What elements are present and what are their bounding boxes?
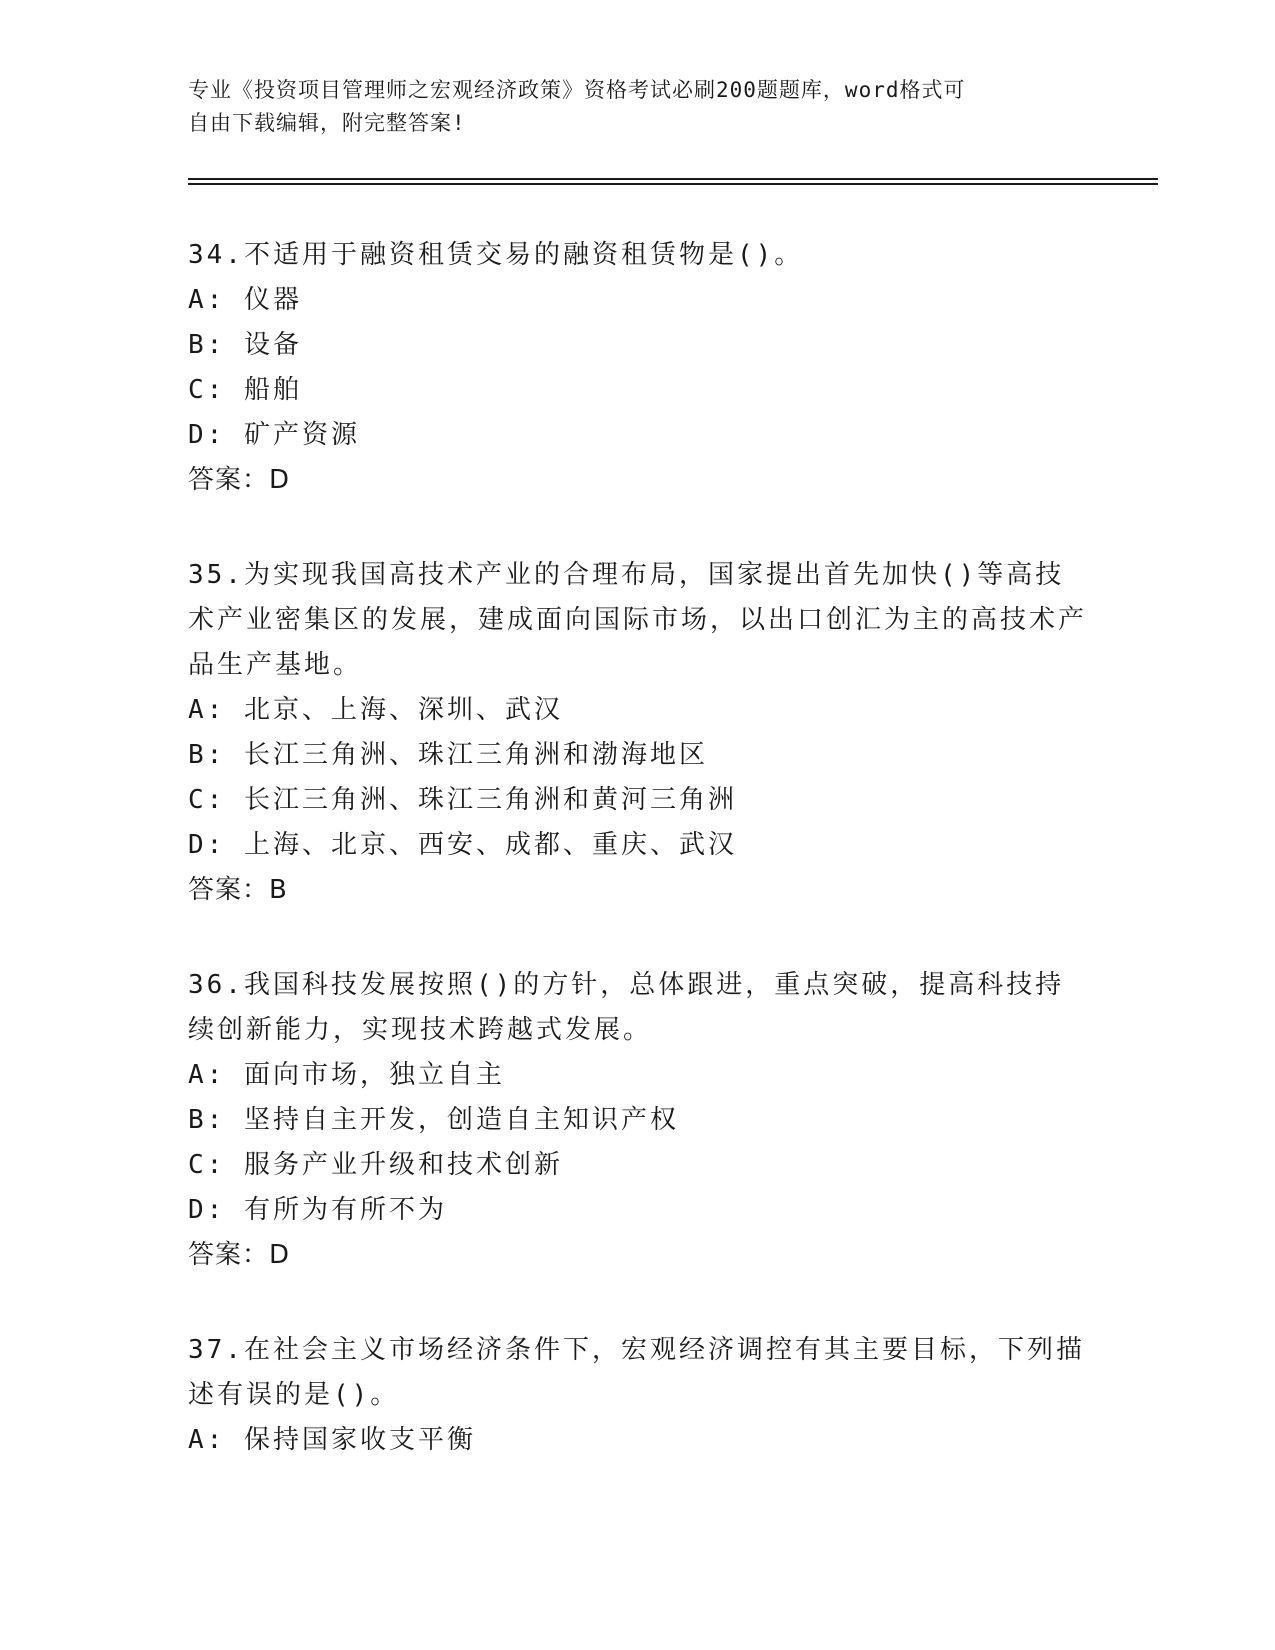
- answer: 答案：D: [188, 465, 291, 495]
- question-stem: 34.不适用于融资租赁交易的融资租赁物是()。: [188, 240, 804, 270]
- header-line-1: 专业《投资项目管理师之宏观经济政策》资格考试必刷200题题库，word格式可: [188, 78, 966, 102]
- option-d: D: 上海、北京、西安、成都、重庆、武汉: [188, 830, 737, 860]
- option-c: C: 长江三角洲、珠江三角洲和黄河三角洲: [188, 785, 737, 815]
- question-35: [188, 553, 1088, 913]
- question-stem: 36.我国科技发展按照()的方针，总体跟进，重点突破，提高科技持续创新能力，实现技术跨越式发展。: [188, 970, 1065, 1045]
- option-c: C: 服务产业升级和技术创新: [188, 1150, 563, 1180]
- option-a: A: 保持国家收支平衡: [188, 1425, 476, 1455]
- option-b: B: 设备: [188, 330, 302, 360]
- header-double-rule: [188, 178, 1158, 185]
- answer: 答案：D: [188, 1240, 291, 1270]
- question-36: [188, 963, 1088, 1278]
- option-c: C: 船舶: [188, 375, 302, 405]
- question-stem: 35.为实现我国高技术产业的合理布局，国家提出首先加快()等高技术产业密集区的发展，建成面向国际市场，以出口创汇为主的高技术产品生产基地。: [188, 560, 1088, 680]
- option-a: A: 仪器: [188, 285, 302, 315]
- question-34: [188, 233, 1088, 503]
- option-d: D: 有所为有所不为: [188, 1195, 447, 1225]
- option-d: D: 矿产资源: [188, 420, 360, 450]
- header-line-2: 自由下载编辑，附完整答案!: [188, 111, 466, 135]
- option-a: A: 面向市场，独立自主: [188, 1060, 505, 1090]
- option-b: B: 长江三角洲、珠江三角洲和渤海地区: [188, 740, 708, 770]
- option-b: B: 坚持自主开发，创造自主知识产权: [188, 1105, 679, 1135]
- page-header: [188, 74, 1068, 140]
- question-stem: 37.在社会主义市场经济条件下，宏观经济调控有其主要目标，下列描述有误的是()。: [188, 1335, 1085, 1410]
- question-37: [188, 1328, 1088, 1463]
- answer: 答案：B: [188, 875, 288, 905]
- option-a: A: 北京、上海、深圳、武汉: [188, 695, 563, 725]
